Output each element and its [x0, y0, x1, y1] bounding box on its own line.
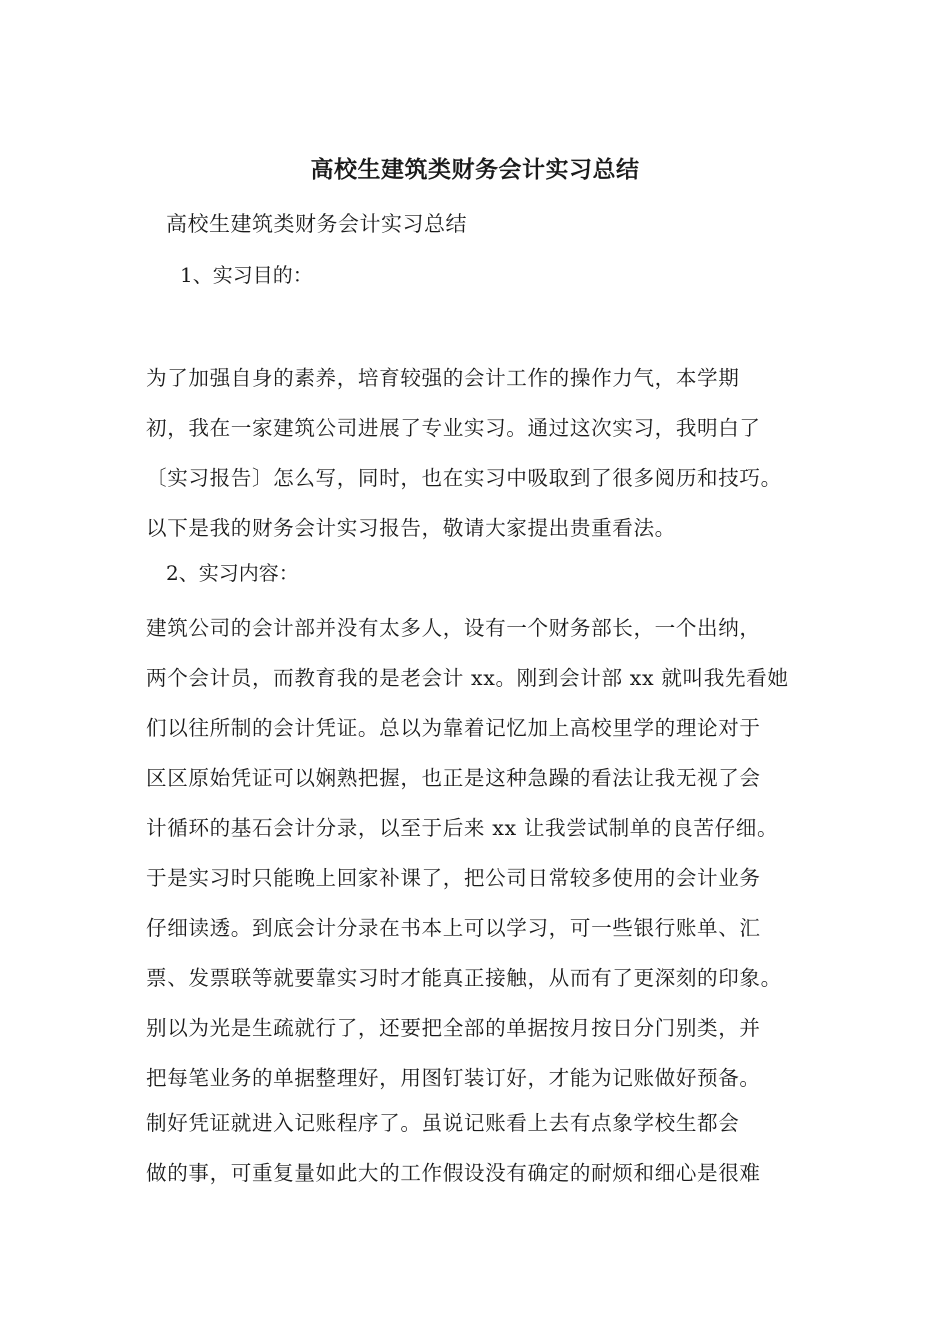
paragraph-bookkeeping [146, 1098, 826, 1198]
paragraph-line: 把每笔业务的单据整理好，用图钉装订好，才能为记账做好预备。 [146, 1066, 761, 1090]
paragraph-line: 区区原始凭证可以娴熟把握，也正是这种急躁的看法让我无视了会 [146, 766, 761, 790]
paragraph-line: 们以往所制的会计凭证。总以为靠着记忆加上高校里学的理论对于 [146, 716, 761, 740]
paragraph-line: 为了加强自身的素养，培育较强的会计工作的操作力气，本学期 [146, 366, 740, 390]
paragraph-line: 〔实习报告〕怎么写，同时，也在实习中吸取到了很多阅历和技巧。 [146, 466, 782, 490]
paragraph-purpose [146, 353, 826, 553]
section-heading-purpose: 1、实习目的： [180, 263, 313, 287]
paragraph-line: 仔细读透。到底会计分录在书本上可以学习，可一些银行账单、汇 [146, 916, 761, 940]
paragraph-line: 建筑公司的会计部并没有太多人，设有一个财务部长，一个出纳， [146, 616, 761, 640]
paragraph-line: 于是实习时只能晚上回家补课了，把公司日常较多使用的会计业务 [146, 866, 761, 890]
section-heading-content: 2、实习内容： [166, 561, 299, 585]
paragraph-line: 计循环的基石会计分录，以至于后来 xx 让我尝试制单的良苦仔细。 [146, 816, 779, 840]
paragraph-line: 初，我在一家建筑公司进展了专业实习。通过这次实习，我明白了 [146, 416, 761, 440]
document-title: 高校生建筑类财务会计实习总结 [310, 156, 640, 183]
document-subtitle: 高校生建筑类财务会计实习总结 [166, 212, 467, 236]
paragraph-line: 以下是我的财务会计实习报告，敬请大家提出贵重看法。 [146, 516, 676, 540]
paragraph-line: 制好凭证就进入记账程序了。虽说记账看上去有点象学校生都会 [146, 1111, 740, 1135]
paragraph-content [146, 603, 826, 1103]
paragraph-line: 做的事，可重复量如此大的工作假设没有确定的耐烦和细心是很难 [146, 1161, 761, 1185]
paragraph-line: 两个会计员，而教育我的是老会计 xx。刚到会计部 xx 就叫我先看她 [146, 666, 789, 690]
paragraph-line: 别以为光是生疏就行了，还要把全部的单据按月按日分门别类，并 [146, 1016, 761, 1040]
paragraph-line: 票、发票联等就要靠实习时才能真正接触，从而有了更深刻的印象。 [146, 966, 782, 990]
